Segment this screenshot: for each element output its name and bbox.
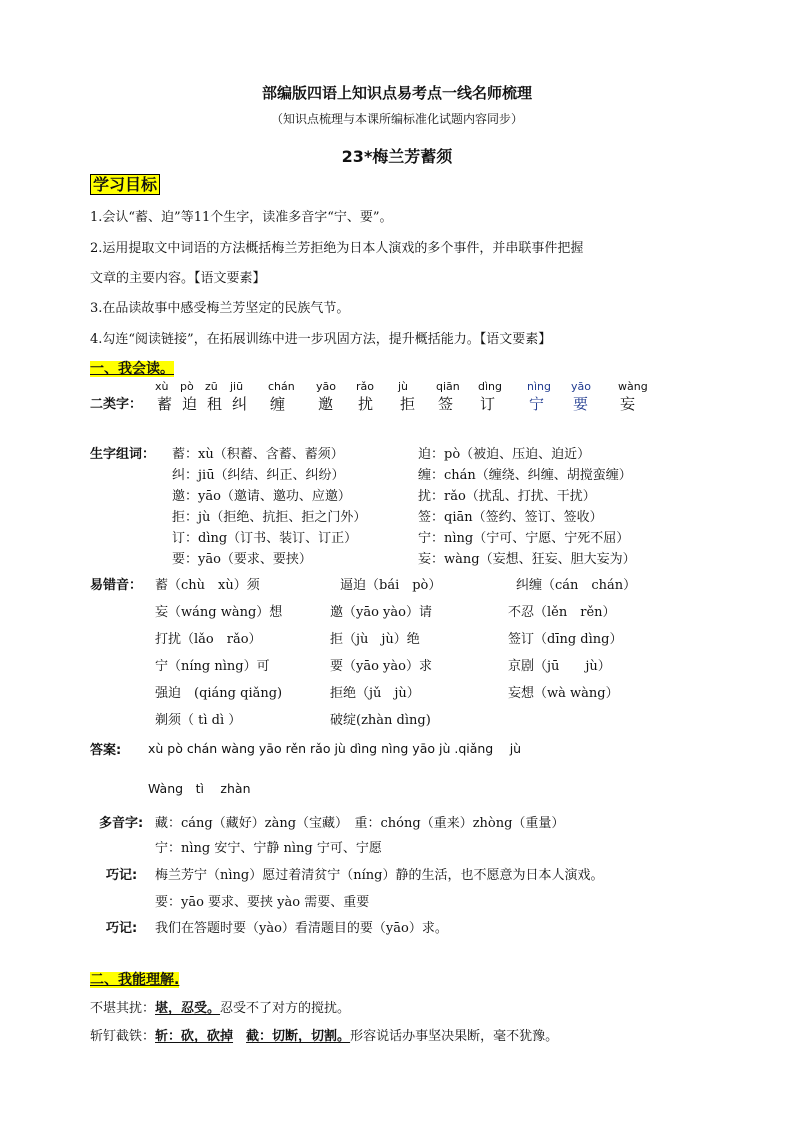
yicuo-item: 逼迫（bái pò）: [340, 578, 442, 593]
answer-line: xù pò chán wàng yāo rěn rǎo jù dìng nìng yāo jù .qiǎng jù: [148, 741, 522, 756]
yicuo-item: 剃须（ tì dì ）: [155, 713, 242, 728]
qiaoji-text: 我们在答题时要（yào）看清题目的要（yāo）求。: [155, 921, 448, 936]
hanzi-char: 邀: [318, 395, 334, 413]
pinyin-syllable: zū: [205, 380, 218, 393]
yicuo-label: 易错音：: [90, 578, 143, 593]
pinyin-syllable: yāo: [571, 380, 591, 393]
document-subtitle: （知识点梳理与本课所编标准化试题内容同步）: [270, 112, 523, 126]
zuci-item: 要：yāo（要求、要挟）: [172, 552, 312, 567]
yicuo-item: 拒（jù jù）绝: [330, 632, 420, 647]
duoyin-line: 宁：nìng 安宁、宁静 nìng 宁可、宁愿: [155, 841, 382, 856]
yicuo-item: 签订（dīng dìng）: [508, 632, 623, 647]
hanzi-char: 扰: [358, 395, 374, 413]
yicuo-item: 纠缠（cán chán）: [516, 578, 637, 593]
zuci-item: 订：dìng（订书、装订、订正）: [172, 531, 358, 546]
goal-item: 文章的主要内容。【语文要素】: [90, 271, 266, 286]
vocab-item: 斩钉截铁：斩：砍，砍掉 截：切断，切割。形容说话办事坚决果断，毫不犹豫。: [90, 1029, 559, 1044]
pinyin-syllable: yāo: [316, 380, 336, 393]
document-title: 部编版四语上知识点易考点一线名师梳理: [261, 84, 532, 102]
yicuo-item: 拒绝（jǔ jù）: [330, 686, 420, 701]
vocab-item: 不堪其扰：堪，忍受。忍受不了对方的搅扰。: [90, 1001, 351, 1016]
zuci-item: 宁：nìng（宁可、宁愿、宁死不屈）: [418, 531, 630, 546]
zuci-item: 签：qiān（签约、签订、签收）: [418, 510, 603, 525]
hanzi-char: 宁: [529, 395, 545, 413]
zuci-item: 迫：pò（被迫、压迫、迫近）: [418, 447, 591, 462]
zuci-item: 邀：yāo（邀请、邀功、应邀）: [172, 489, 351, 504]
answer-line: Wàng tì zhàn: [148, 781, 251, 796]
hanzi-char: 签: [438, 395, 454, 413]
section2-heading: 二、我能理解.: [90, 972, 180, 988]
pinyin-syllable: wàng: [618, 380, 648, 393]
zuci-item: 蓄：xù（积蓄、含蓄、蓄须）: [172, 447, 344, 462]
pinyin-syllable: chán: [268, 380, 295, 393]
answer-label: 答案:: [90, 743, 122, 758]
yicuo-item: 破绽(zhàn dìng): [330, 713, 431, 728]
pinyin-syllable: jù: [398, 380, 409, 393]
qiaoji-text: 梅兰芳宁（nìng）愿过着清贫宁（níng）静的生活，也不愿意为日本人演戏。: [155, 868, 604, 883]
yicuo-item: 打扰（lǎo rǎo）: [155, 632, 262, 647]
yicuo-item: 宁（níng nìng）可: [155, 659, 270, 674]
zuci-item: 纠：jiū（纠结、纠正、纠纷）: [172, 468, 345, 483]
hanzi-char: 租: [207, 395, 223, 413]
erlei-label: 二类字：: [90, 397, 143, 412]
duoyin-label: 多音字:: [99, 816, 144, 831]
yicuo-item: 邀（yāo yào）请: [330, 605, 432, 620]
yicuo-item: 蓄（chù xù）须: [155, 578, 260, 593]
goal-item: 3.在品读故事中感受梅兰芳坚定的民族气节。: [90, 301, 350, 316]
yicuo-item: 强迫 (qiáng qiǎng): [155, 686, 283, 701]
pinyin-syllable: qiān: [436, 380, 460, 393]
hanzi-char: 妄: [620, 395, 636, 413]
zuci-item: 缠：chán（缠绕、纠缠、胡搅蛮缠）: [418, 468, 632, 483]
yicuo-item: 不忍（lěn rěn）: [508, 605, 616, 620]
duoyin-line: 藏：cáng（藏好）zàng（宝藏） 重：chóng（重来）zhòng（重量）: [155, 816, 565, 831]
pinyin-syllable: nìng: [527, 380, 551, 393]
yicuo-item: 妄想（wà wàng）: [508, 686, 619, 701]
zuci-item: 妄：wàng（妄想、狂妄、胆大妄为）: [418, 552, 636, 567]
zuci-item: 拒：jù（拒绝、抗拒、拒之门外）: [172, 510, 367, 525]
zuci-label: 生字组词：: [90, 447, 156, 462]
yao-line: 要：yāo 要求、要挟 yào 需要、重要: [155, 895, 370, 910]
pinyin-syllable: dìng: [478, 380, 502, 393]
lesson-title: 23*梅兰芳蓄须: [341, 147, 453, 166]
hanzi-char: 要: [573, 395, 589, 413]
qiaoji-label: 巧记:: [106, 921, 138, 936]
section1-heading: 一、我会读。: [90, 361, 174, 377]
hanzi-char: 拒: [400, 395, 416, 413]
pinyin-syllable: rǎo: [356, 380, 374, 393]
hanzi-char: 迫: [182, 395, 198, 413]
pinyin-syllable: jiū: [230, 380, 244, 393]
goal-item: 1.会认“蓄、迫”等11个生字，读准多音字“宁、要”。: [90, 210, 393, 225]
goal-item: 4.勾连“阅读链接”，在拓展训练中进一步巩固方法，提升概括能力。【语文要素】: [90, 332, 552, 347]
qiaoji-label: 巧记:: [106, 868, 138, 883]
zuci-item: 扰：rǎo（扰乱、打扰、干扰）: [418, 489, 596, 504]
goals-heading: 学习目标: [90, 172, 160, 195]
hanzi-char: 纠: [232, 395, 248, 413]
yicuo-item: 京剧（jū jù）: [508, 659, 611, 674]
yicuo-item: 妄（wáng wàng）想: [155, 605, 283, 620]
hanzi-char: 订: [480, 395, 496, 413]
hanzi-char: 缠: [270, 395, 286, 413]
hanzi-char: 蓄: [157, 395, 173, 413]
goal-item: 2.运用提取文中词语的方法概括梅兰芳拒绝为日本人演戏的多个事件，并串联事件把握: [90, 241, 584, 256]
yicuo-item: 要（yāo yào）求: [330, 659, 432, 674]
pinyin-syllable: pò: [180, 380, 194, 393]
pinyin-syllable: xù: [155, 380, 169, 393]
